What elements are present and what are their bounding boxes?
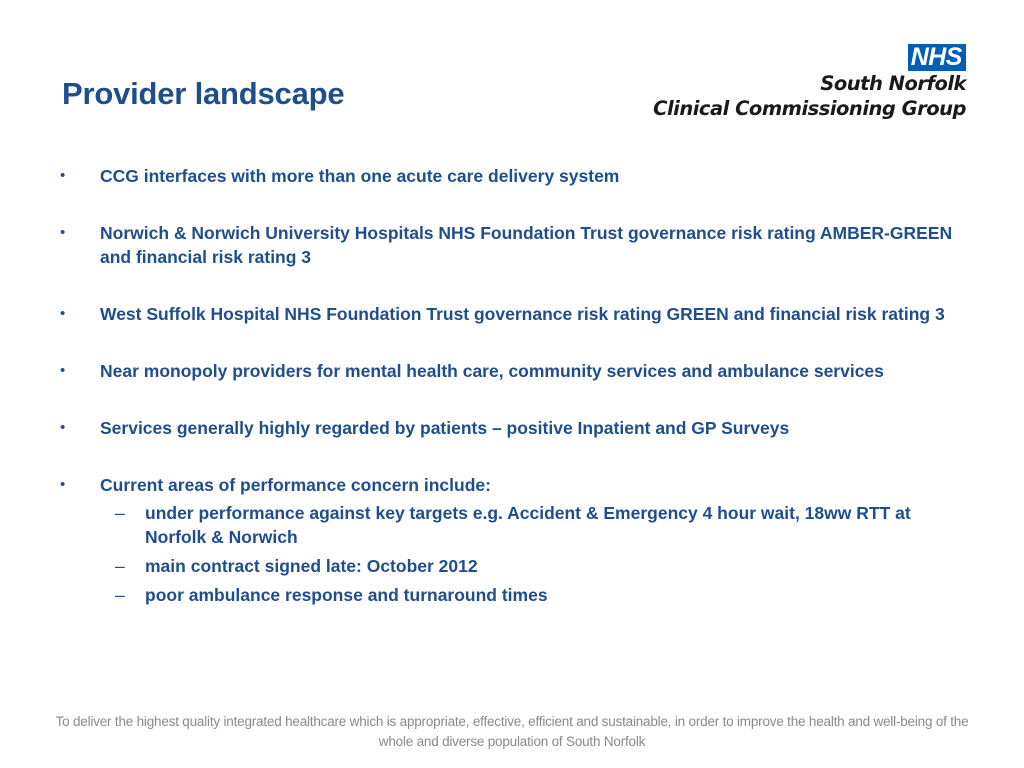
nhs-badge: NHS [908,44,966,71]
bullet-item [60,221,960,269]
bullet-marker: • [60,224,66,241]
sub-bullet-text: under performance against key targets e.g. Accident & Emergency 4 hour wait, 18ww RTT at Norfolk & Norwich [145,503,911,547]
bullet-marker: • [60,167,66,184]
bullet-text: CCG interfaces with more than one acute care delivery system [100,166,620,186]
dash-marker: – [115,503,125,523]
bullet-item [60,416,960,440]
sub-bullet-item [100,554,960,578]
dash-marker: – [115,556,125,576]
nhs-logo [653,44,966,121]
footer-mission-statement: To deliver the highest quality integrated healthcare which is appropriate, effective, efficient and sustainable, in order to improve the health and well-being of the whole and diverse population of South Norfolk [55,714,969,749]
dash-marker: – [115,585,125,605]
bullet-marker: • [60,362,66,379]
sub-bullet-text: poor ambulance response and turnaround times [145,585,548,605]
logo-org-line-2: Clinical Commissioning Group [653,97,966,120]
bullet-text: Services generally highly regarded by patients – positive Inpatient and GP Surveys [100,418,790,438]
bullet-text: Current areas of performance concern include: [100,475,491,495]
bullet-marker: • [60,419,66,436]
sub-bullet-item [100,501,960,549]
bullet-item [60,302,960,326]
bullet-text: West Suffolk Hospital NHS Foundation Trust governance risk rating GREEN and financial risk rating 3 [100,304,945,324]
slide-title: Provider landscape [62,76,345,111]
bullet-text: Near monopoly providers for mental health care, community services and ambulance services [100,361,884,381]
bullet-marker: • [60,305,66,322]
sub-bullet-list [100,501,960,607]
bullet-item [60,164,960,188]
bullet-marker: • [60,476,66,493]
bullet-item [60,473,960,607]
bullet-list [60,164,960,612]
sub-bullet-text: main contract signed late: October 2012 [145,556,478,576]
bullet-text: Norwich & Norwich University Hospitals NHS Foundation Trust governance risk rating AMBER-GREEN and financial risk rating 3 [100,223,953,267]
bullet-item [60,359,960,383]
sub-bullet-item [100,583,960,607]
logo-org-line-1: South Norfolk [820,72,966,95]
